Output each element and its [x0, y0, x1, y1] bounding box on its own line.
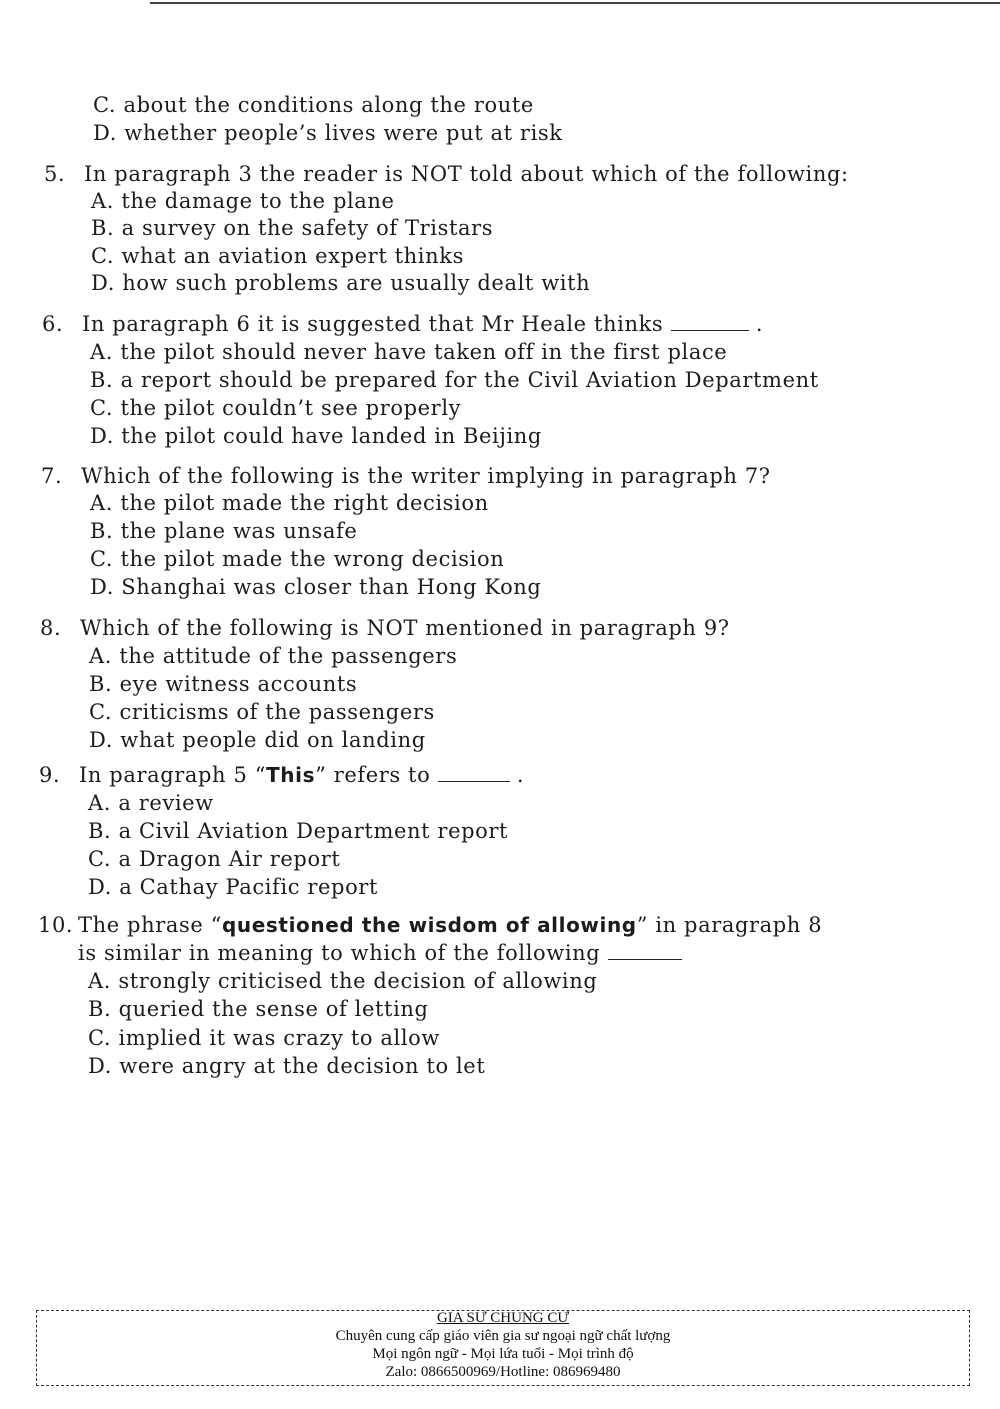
- footer-line-1: Chuyên cung cấp giáo viên gia sư ngoại ngữ chất lượng: [335, 1328, 671, 1344]
- q4-option-d: D. whether people’s lives were put at risk: [93, 121, 563, 145]
- q6-number: 6.: [42, 312, 64, 336]
- q7-option-b: B. the plane was unsafe: [90, 519, 358, 543]
- q9-stem-after: ” refers to: [315, 763, 431, 787]
- footer-line-2: Mọi ngôn ngữ - Mọi lứa tuổi - Mọi trình độ: [372, 1346, 634, 1362]
- q10-stem-line2-text: is similar in meaning to which of the following: [78, 941, 601, 965]
- footer-line-3: Zalo: 0866500969/Hotline: 086969480: [385, 1364, 621, 1380]
- q9-option-b: B. a Civil Aviation Department report: [88, 819, 509, 843]
- q9-stem: [39, 762, 524, 788]
- q10-stem-bold: questioned the wisdom of allowing: [221, 913, 637, 937]
- q6-stem-end: .: [755, 312, 764, 336]
- q9-option-c: C. a Dragon Air report: [88, 847, 341, 871]
- q6-stem: [42, 311, 763, 337]
- q9-answer-blank: [438, 767, 510, 782]
- q5-stem: [44, 161, 849, 187]
- q7-option-c: C. the pilot made the wrong decision: [90, 547, 505, 571]
- q9-option-d: D. a Cathay Pacific report: [88, 875, 378, 899]
- q10-option-b: B. queried the sense of letting: [88, 997, 429, 1021]
- q10-stem-before: The phrase “: [78, 913, 222, 937]
- q7-number: 7.: [41, 464, 63, 488]
- q5-option-a: A. the damage to the plane: [91, 189, 395, 213]
- q9-stem-end: .: [516, 763, 525, 787]
- q7-option-d: D. Shanghai was closer than Hong Kong: [90, 575, 542, 599]
- q5-option-c: C. what an aviation expert thinks: [91, 244, 464, 268]
- q5-number: 5.: [44, 162, 66, 186]
- q8-option-a: A. the attitude of the passengers: [89, 644, 458, 668]
- q10-stem: [38, 912, 822, 938]
- q10-option-a: A. strongly criticised the decision of allowing: [88, 969, 598, 993]
- q10-option-c: C. implied it was crazy to allow: [88, 1026, 440, 1050]
- q10-stem-line2: [78, 940, 682, 966]
- q9-option-a: A. a review: [88, 791, 214, 815]
- q9-stem-bold: This: [266, 763, 316, 787]
- q8-option-d: D. what people did on landing: [89, 728, 426, 752]
- q10-number: 10.: [38, 913, 74, 937]
- q5-option-b: B. a survey on the safety of Tristars: [91, 216, 494, 240]
- q9-number: 9.: [39, 763, 61, 787]
- q10-answer-blank: [608, 945, 682, 960]
- footer-title: GIA SƯ CHUNG CƯ: [436, 1310, 570, 1326]
- q6-option-c: C. the pilot couldn’t see properly: [90, 396, 462, 420]
- q8-number: 8.: [40, 616, 62, 640]
- q9-stem-before: In paragraph 5 “: [79, 763, 267, 787]
- q10-stem-after: ” in paragraph 8: [636, 913, 823, 937]
- q4-option-c: C. about the conditions along the route: [93, 93, 534, 117]
- q8-option-b: B. eye witness accounts: [89, 672, 358, 696]
- q6-option-a: A. the pilot should never have taken off in the first place: [90, 340, 728, 364]
- q5-option-d: D. how such problems are usually dealt with: [91, 271, 591, 295]
- q8-stem-text: Which of the following is NOT mentioned in paragraph 9?: [80, 616, 730, 640]
- q8-stem: [40, 615, 730, 641]
- q5-stem-text: In paragraph 3 the reader is NOT told about which of the following:: [84, 162, 849, 186]
- footer-contact-box: [36, 1310, 970, 1386]
- q8-option-c: C. criticisms of the passengers: [89, 700, 435, 724]
- q7-stem-text: Which of the following is the writer implying in paragraph 7?: [81, 464, 771, 488]
- q7-option-a: A. the pilot made the right decision: [90, 491, 489, 515]
- q6-option-d: D. the pilot could have landed in Beijing: [90, 424, 542, 448]
- q7-stem: [41, 463, 771, 489]
- q6-stem-text: In paragraph 6 it is suggested that Mr Heale thinks: [82, 312, 664, 336]
- q10-option-d: D. were angry at the decision to let: [88, 1054, 486, 1078]
- q6-option-b: B. a report should be prepared for the Civil Aviation Department: [90, 368, 819, 392]
- q6-answer-blank: [671, 316, 749, 331]
